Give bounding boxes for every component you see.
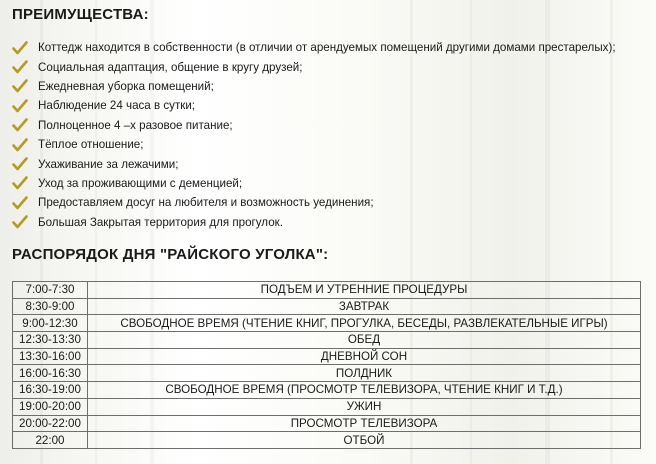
schedule-activity: ОБЕД bbox=[88, 332, 641, 349]
checkmark-icon bbox=[12, 79, 28, 93]
schedule-time: 16:30-19:00 bbox=[13, 382, 88, 399]
list-item-text: Ухаживание за лежачими; bbox=[38, 157, 179, 171]
table-row bbox=[13, 282, 641, 299]
list-item bbox=[12, 57, 652, 76]
list-item bbox=[12, 135, 652, 154]
schedule-heading: РАСПОРЯДОК ДНЯ "РАЙСКОГО УГОЛКА": bbox=[12, 246, 329, 263]
checkmark-icon bbox=[12, 99, 28, 113]
list-item-text: Тёплое отношение; bbox=[38, 138, 144, 152]
list-item-text: Предоставляем досуг на любителя и возможность уединения; bbox=[38, 196, 374, 210]
list-item bbox=[12, 154, 652, 173]
table-row bbox=[13, 415, 641, 432]
checkmark-icon bbox=[12, 41, 28, 55]
schedule-activity: ПРОСМОТР ТЕЛЕВИЗОРА bbox=[88, 415, 641, 432]
table-row bbox=[13, 398, 641, 415]
schedule-time: 20:00-22:00 bbox=[13, 415, 88, 432]
list-item-text: Большая Закрытая территория для прогулок. bbox=[38, 215, 283, 229]
list-item-text: Уход за проживающими с деменцией; bbox=[38, 176, 243, 190]
list-item bbox=[12, 193, 652, 212]
schedule-activity: ПОДЪЕМ И УТРЕННИЕ ПРОЦЕДУРЫ bbox=[88, 282, 641, 299]
schedule-activity: ПОЛДНИК bbox=[88, 365, 641, 382]
schedule-time: 13:30-16:00 bbox=[13, 348, 88, 365]
schedule-time: 16:00-16:30 bbox=[13, 365, 88, 382]
list-item bbox=[12, 116, 652, 135]
checkmark-icon bbox=[12, 60, 28, 74]
advantages-heading: ПРЕИМУЩЕСТВА: bbox=[12, 6, 149, 23]
schedule-activity: ОТБОЙ bbox=[88, 432, 641, 449]
schedule-time: 22:00 bbox=[13, 432, 88, 449]
list-item-text: Ежедневная уборка помещений; bbox=[38, 79, 214, 93]
table-row bbox=[13, 365, 641, 382]
checkmark-icon bbox=[12, 176, 28, 190]
checkmark-icon bbox=[12, 196, 28, 210]
list-item bbox=[12, 213, 652, 232]
schedule-activity: ЗАВТРАК bbox=[88, 298, 641, 315]
list-item-text: Наблюдение 24 часа в сутки; bbox=[38, 99, 196, 113]
list-item bbox=[12, 174, 652, 193]
schedule-time: 12:30-13:30 bbox=[13, 332, 88, 349]
list-item-text: Полноценное 4 –х разовое питание; bbox=[38, 118, 233, 132]
schedule-table bbox=[12, 281, 641, 449]
schedule-time: 8:30-9:00 bbox=[13, 298, 88, 315]
schedule-time: 7:00-7:30 bbox=[13, 282, 88, 299]
checkmark-icon bbox=[12, 215, 28, 229]
list-item-text: Социальная адаптация, общение в кругу друзей; bbox=[38, 60, 303, 74]
table-row bbox=[13, 382, 641, 399]
checkmark-icon bbox=[12, 118, 28, 132]
schedule-activity: СВОБОДНОЕ ВРЕМЯ (ПРОСМОТР ТЕЛЕВИЗОРА, ЧТЕНИЕ КНИГ И Т.Д.) bbox=[88, 382, 641, 399]
schedule-time: 19:00-20:00 bbox=[13, 398, 88, 415]
table-row bbox=[13, 298, 641, 315]
schedule-activity: ДНЕВНОЙ СОН bbox=[88, 348, 641, 365]
schedule-time: 9:00-12:30 bbox=[13, 315, 88, 332]
table-row bbox=[13, 315, 641, 332]
list-item bbox=[12, 77, 652, 96]
table-row bbox=[13, 432, 641, 449]
schedule-activity: СВОБОДНОЕ ВРЕМЯ (ЧТЕНИЕ КНИГ, ПРОГУЛКА, БЕСЕДЫ, РАЗВЛЕКАТЕЛЬНЫЕ ИГРЫ) bbox=[88, 315, 641, 332]
advantages-list bbox=[12, 38, 652, 232]
list-item bbox=[12, 38, 652, 57]
checkmark-icon bbox=[12, 138, 28, 152]
table-row bbox=[13, 348, 641, 365]
list-item bbox=[12, 96, 652, 115]
list-item-text: Коттедж находится в собственности (в отличии от арендуемых помещений другими домами престарелых); bbox=[38, 41, 616, 55]
table-row bbox=[13, 332, 641, 349]
schedule-activity: УЖИН bbox=[88, 398, 641, 415]
checkmark-icon bbox=[12, 157, 28, 171]
